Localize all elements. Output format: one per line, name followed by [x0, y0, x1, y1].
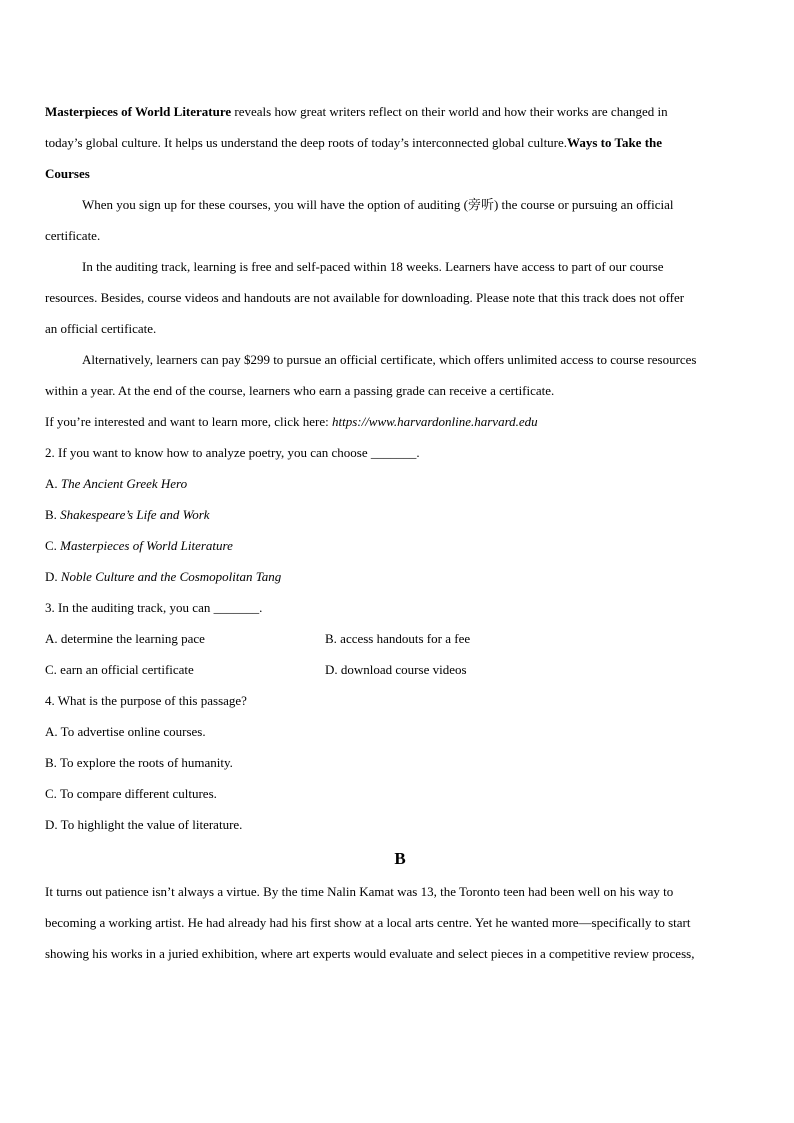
option-text: Masterpieces of World Literature — [60, 538, 233, 553]
answer-option[interactable] — [45, 654, 325, 685]
option-text: The Ancient Greek Hero — [60, 476, 188, 491]
option-text: To highlight the value of literature. — [60, 817, 243, 832]
option-letter: D. — [325, 662, 341, 677]
option-letter: C. — [45, 662, 61, 677]
option-letter: D. — [45, 569, 61, 584]
option-text: download course videos — [340, 662, 467, 677]
answer-option[interactable] — [45, 809, 755, 840]
answer-option[interactable] — [45, 747, 755, 778]
answer-option[interactable] — [45, 530, 755, 561]
passage-line: certificate. — [45, 228, 101, 243]
option-letter: D. — [45, 817, 61, 832]
document-page — [45, 96, 755, 969]
question-text: . What is the purpose of this passage? — [51, 693, 247, 708]
question-number: 4 — [45, 693, 52, 708]
option-text: earn an official certificate — [60, 662, 194, 677]
option-letter: B. — [45, 507, 61, 522]
option-text: To explore the roots of humanity. — [59, 755, 233, 770]
passage-line: becoming a working artist. He had already had his first show at a local arts centre. Yet he wanted more—specifically to start — [45, 915, 691, 930]
passage-text: If you’re interested and want to learn more, click here: — [45, 414, 332, 429]
ways-heading: Ways to Take the — [567, 135, 663, 150]
passage-line — [45, 127, 755, 158]
passage-line — [45, 96, 755, 127]
passage-line: In the auditing track, learning is free and self-paced within 18 weeks. Learners have access to part of our course — [82, 259, 664, 274]
passage-line: When you sign up for these courses, you will have the option of auditing (旁听) the course or pursuing an official — [82, 197, 674, 212]
option-text: determine the learning pace — [60, 631, 205, 646]
answer-option[interactable] — [45, 499, 755, 530]
option-text: access handouts for a fee — [340, 631, 471, 646]
passage-line — [45, 158, 755, 189]
question-text: . In the auditing track, you can _______. — [51, 600, 263, 615]
answer-option[interactable] — [45, 468, 755, 499]
question-text: . If you want to know how to analyze poetry, you can choose _______. — [51, 445, 420, 460]
passage-line: an official certificate. — [45, 321, 157, 336]
passage-text: today’s global culture. It helps us understand the deep roots of today’s interconnected global culture. — [45, 135, 568, 150]
answer-option[interactable] — [45, 778, 755, 809]
passage-text: reveals how great writers reflect on their world and how their works are changed in — [231, 104, 668, 119]
option-row — [45, 623, 755, 654]
option-text: Noble Culture and the Cosmopolitan Tang — [60, 569, 282, 584]
passage-line: Alternatively, learners can pay $299 to pursue an official certificate, which offers unlimited access to course resources — [82, 352, 697, 367]
question-stem — [45, 592, 755, 623]
passage-line — [45, 406, 755, 437]
option-letter: B. — [45, 755, 60, 770]
passage-line: resources. Besides, course videos and handouts are not available for downloading. Please note that this track does not offer — [45, 290, 685, 305]
option-letter: C. — [45, 786, 60, 801]
passage-line: within a year. At the end of the course, learners who earn a passing grade can receive a certificate. — [45, 383, 555, 398]
passage-line: It turns out patience isn’t always a virtue. By the time Nalin Kamat was 13, the Toronto teen had been well on his way to — [45, 884, 674, 899]
question-stem — [45, 685, 755, 716]
question-number: 2 — [45, 445, 52, 460]
course-link[interactable]: https://www.harvardonline.harvard.edu — [331, 414, 538, 429]
question-number: 3 — [45, 600, 52, 615]
question-stem — [45, 437, 755, 468]
option-text: Shakespeare’s Life and Work — [60, 507, 210, 522]
option-row — [45, 654, 755, 685]
answer-option[interactable] — [45, 623, 325, 654]
option-text: To compare different cultures. — [59, 786, 217, 801]
option-letter: A. — [45, 476, 61, 491]
answer-option[interactable] — [45, 561, 755, 592]
course-title: Masterpieces of World Literature — [45, 104, 232, 119]
option-letter: A. — [45, 724, 61, 739]
option-letter: A. — [45, 631, 61, 646]
answer-option[interactable] — [45, 716, 755, 747]
answer-option[interactable] — [325, 623, 605, 654]
answer-option[interactable] — [325, 654, 605, 685]
passage-line: showing his works in a juried exhibition, where art experts would evaluate and select pieces in a competitive review process, — [45, 946, 695, 961]
option-text: To advertise online courses. — [60, 724, 206, 739]
option-letter: B. — [325, 631, 341, 646]
ways-heading-cont: Courses — [45, 166, 90, 181]
section-heading: B — [394, 849, 406, 868]
option-letter: C. — [45, 538, 61, 553]
